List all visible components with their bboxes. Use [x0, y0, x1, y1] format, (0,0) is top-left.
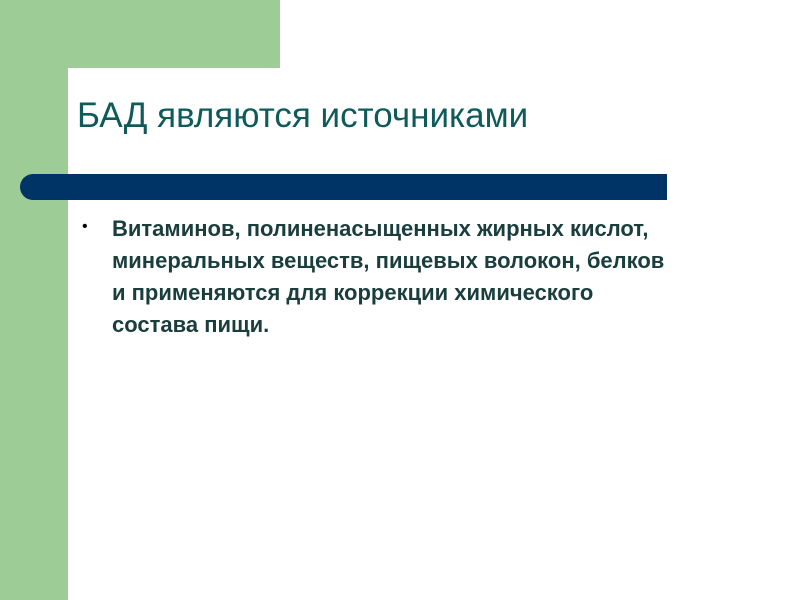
bullet-text: Витаминов, полиненасыщенных жирных кислот, минеральных веществ, пищевых волокон, белков и применяются для коррекции химического состава пищи.	[112, 216, 665, 337]
green-accent-left	[0, 0, 68, 600]
bullet-list	[78, 213, 678, 341]
slide-title: БАД являются источниками	[77, 96, 529, 135]
title-divider-bar	[20, 174, 667, 200]
list-item	[78, 213, 678, 341]
bullet-icon: •	[82, 218, 88, 235]
